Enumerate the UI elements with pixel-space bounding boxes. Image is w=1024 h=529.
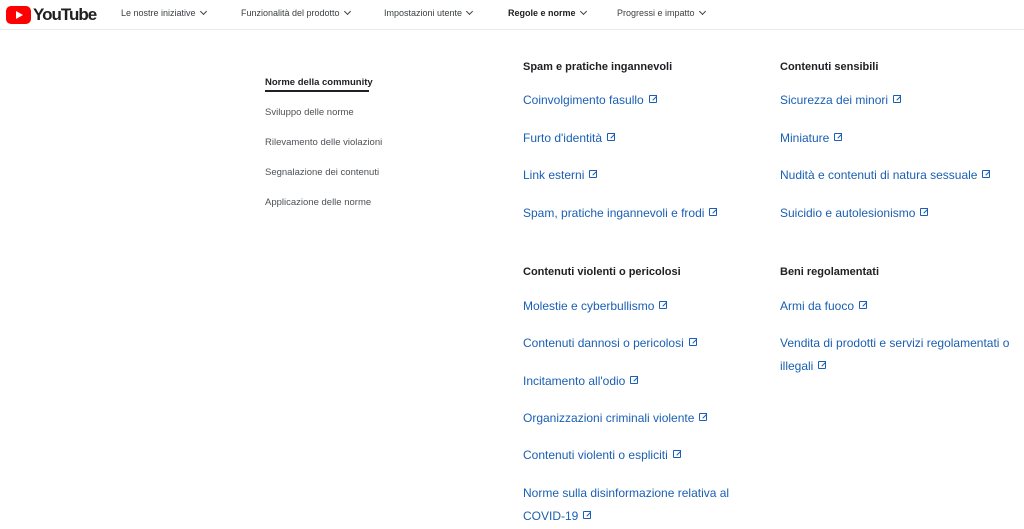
nav-progress-impact[interactable]	[617, 8, 705, 18]
link-label-line2: COVID-19	[523, 509, 579, 523]
link-label: Coinvolgimento fasullo	[523, 93, 644, 107]
link-label: Nudità e contenuti di natura sessuale	[780, 168, 978, 182]
link-fake-engagement[interactable]	[523, 89, 657, 112]
chevron-down-icon	[466, 8, 473, 15]
external-link-icon	[583, 511, 591, 519]
external-link-icon	[709, 208, 717, 216]
sidenav-content-reporting[interactable]: Segnalazione dei contenuti	[265, 167, 380, 178]
link-label: Miniature	[780, 131, 830, 145]
link-label: Molestie e cyberbullismo	[523, 299, 655, 313]
link-firearms[interactable]	[780, 295, 867, 318]
link-label: Organizzazioni criminali violente	[523, 411, 695, 425]
link-impersonation[interactable]	[523, 127, 615, 150]
link-violent-criminal-orgs[interactable]	[523, 407, 707, 430]
sidenav-policy-development[interactable]: Sviluppo delle norme	[265, 107, 354, 118]
link-spam-scams[interactable]	[523, 202, 717, 225]
link-hate-speech[interactable]	[523, 370, 638, 393]
link-nudity-sexual[interactable]	[780, 164, 990, 187]
chevron-down-icon	[579, 8, 586, 15]
external-link-icon	[893, 95, 901, 103]
nav-label: Regole e norme	[508, 8, 576, 18]
section-title-violent: Contenuti violenti o pericolosi	[523, 266, 681, 278]
external-link-icon	[659, 301, 667, 309]
link-label: Contenuti violenti o espliciti	[523, 448, 668, 462]
link-label: Norme sulla disinformazione relativa al	[523, 486, 730, 500]
link-label: Armi da fuoco	[780, 299, 855, 313]
link-label: Link esterni	[523, 168, 585, 182]
link-label: Incitamento all'odio	[523, 374, 626, 388]
sidenav-policy-enforcement[interactable]: Applicazione delle norme	[265, 197, 372, 208]
sidenav-community-guidelines[interactable]: Norme della community	[265, 77, 373, 88]
link-label: Suicidio e autolesionismo	[780, 206, 916, 220]
chevron-down-icon	[200, 8, 207, 15]
link-regulated-goods[interactable]	[780, 332, 1020, 378]
active-tab-indicator	[265, 90, 369, 92]
link-child-safety[interactable]	[780, 89, 901, 112]
link-covid-misinformation[interactable]	[523, 482, 753, 528]
nav-rules-policies[interactable]	[508, 8, 586, 18]
chevron-down-icon	[699, 8, 706, 15]
chevron-down-icon	[344, 8, 351, 15]
external-link-icon	[607, 133, 615, 141]
link-harmful-dangerous[interactable]	[523, 332, 697, 355]
nav-user-settings[interactable]	[384, 8, 472, 18]
section-title-regulated: Beni regolamentati	[780, 266, 880, 278]
logo-text: YouTube	[33, 5, 97, 24]
external-link-icon	[649, 95, 657, 103]
sidenav-violation-detection[interactable]: Rilevamento delle violazioni	[265, 137, 383, 148]
youtube-logo[interactable]	[6, 4, 96, 26]
section-title-spam: Spam e pratiche ingannevoli	[523, 61, 673, 73]
nav-label: Impostazioni utente	[384, 8, 463, 18]
top-nav-bar	[0, 0, 1024, 30]
nav-our-initiatives[interactable]	[121, 8, 206, 18]
nav-product-features[interactable]	[241, 8, 350, 18]
link-thumbnails[interactable]	[780, 127, 842, 150]
link-harassment[interactable]	[523, 295, 667, 318]
youtube-play-icon	[6, 6, 31, 24]
section-title-sensitive: Contenuti sensibili	[780, 61, 879, 73]
link-suicide-self-harm[interactable]	[780, 202, 928, 225]
external-link-icon	[699, 413, 707, 421]
nav-label: Le nostre iniziative	[121, 8, 196, 18]
link-violent-graphic[interactable]	[523, 444, 681, 467]
external-link-icon	[859, 301, 867, 309]
link-label: Sicurezza dei minori	[780, 93, 889, 107]
link-label: Spam, pratiche ingannevoli e frodi	[523, 206, 705, 220]
external-link-icon	[673, 450, 681, 458]
link-external-links[interactable]	[523, 164, 597, 187]
external-link-icon	[689, 338, 697, 346]
external-link-icon	[920, 208, 928, 216]
external-link-icon	[589, 170, 597, 178]
external-link-icon	[818, 361, 826, 369]
link-label: Furto d'identità	[523, 131, 603, 145]
link-label: Contenuti dannosi o pericolosi	[523, 336, 684, 350]
nav-label: Progressi e impatto	[617, 8, 695, 18]
external-link-icon	[834, 133, 842, 141]
link-label: Vendita di prodotti e servizi regolamentati o	[780, 336, 1010, 350]
nav-label: Funzionalità del prodotto	[241, 8, 340, 18]
external-link-icon	[982, 170, 990, 178]
external-link-icon	[630, 376, 638, 384]
link-label-line2: illegali	[780, 359, 814, 373]
